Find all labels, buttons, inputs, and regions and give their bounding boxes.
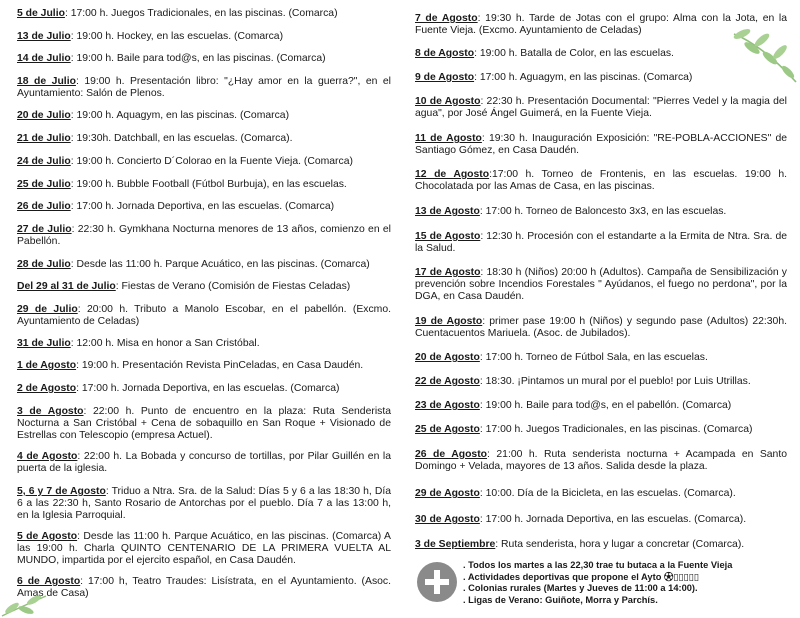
event-item: 3 de Agosto: 22:00 h. Punto de encuentro en la plaza: Ruta Senderista Nocturna a San Cristóbal + Cena de sobaquillo en San Roque + Visionado de Estrellas con Telescopio (empresa Actuel). [17,406,391,441]
event-item: 22 de Agosto: 18:30. ¡Pintamos un mural por el pueblo! por Luis Utrillas. [415,376,751,387]
event-item: 1 de Agosto: 19:00 h. Presentación Revista PinCeladas, en Casa Daudén. [17,360,364,371]
event-item: 21 de Julio: 19:30h. Datchball, en las escuelas. (Comarca). [17,133,293,144]
event-item: 4 de Agosto: 22:00 h. La Bobada y concurso de tortillas, por Pilar Guillén en la puerta de la iglesia. [17,451,391,474]
event-item: 28 de Julio: Desde las 11:00 h. Parque Acuático, en las piscinas. (Comarca) [17,259,370,270]
event-item: 29 de Agosto: 10:00. Día de la Bicicleta, en las escuelas. (Comarca). [415,488,736,499]
event-item: 3 de Septiembre: Ruta senderista, hora y lugar a concretar (Comarca). [415,539,745,550]
event-item: 31 de Julio: 12:00 h. Misa en honor a San Cristóbal. [17,338,260,349]
event-item: 14 de Julio: 19:00 h. Baile para tod@s, en las piscinas. (Comarca) [17,53,326,64]
event-item: 26 de Agosto: 21:00 h. Ruta senderista nocturna + Acampada en Santo Domingo + Velada, mayores de 13 años. Salida desde la plaza. [415,449,788,472]
event-item: 5 de Agosto: Desde las 11:00 h. Parque Acuático, en las piscinas. (Comarca) A las 19:00 h. Charla QUINTO CENTENARIO DE LA PRIMERA VUELTA AL MUNDO, impartida por el ejercito español, en Casa Daudén. [17,531,391,566]
note-item: . Todos los martes a las 22,30 trae tu butaca a la Fuente Vieja [463,560,733,570]
note-item: . Ligas de Verano: Guiñote, Morra y Parchís. [463,594,658,605]
event-item: 10 de Agosto: 22:30 h. Presentación Documental: "Pierres Vedel y la magia del agua", por José Ángel Guimerá, en la Fuente Vieja. [415,96,787,119]
event-item: 24 de Julio: 19:00 h. Concierto D´Colorao en la Fuente Vieja. (Comarca) [17,156,353,167]
event-item: Del 29 al 31 de Julio: Fiestas de Verano (Comisión de Fiestas Celadas) [17,281,351,292]
event-item: 17 de Agosto: 18:30 h (Niños) 20:00 h (Adultos). Campaña de Sensibilización y prevención sobre Incendios Forestales " Ayúdanos, el fuego no perdona", por la DGA, en Casa Daudén. [415,267,787,302]
event-item: 29 de Julio: 20:00 h. Tributo a Manolo Escobar, en el pabellón. (Excmo. Ayuntamiento de Celadas) [17,304,391,327]
event-item: 7 de Agosto: 19:30 h. Tarde de Jotas con el grupo: Alma con la Jota, en la Fuente Vieja. (Excmo. Ayuntamiento de Celadas) [415,13,787,36]
event-item: 15 de Agosto: 12:30 h. Procesión con el estandarte a la Ermita de Ntra. Sra. de la Salud. [415,231,788,254]
extra-activities-notes [463,560,793,606]
plus-circle-icon [417,562,457,602]
event-item: 11 de Agosto: 19:30 h. Inauguración Exposición: "RE-POBLA-ACCIONES" de Santiago Gómez, en Casa Daudén. [415,133,788,156]
note-item: . Colonias rurales (Martes y Jueves de 11:00 a 14:00). [463,583,698,594]
event-item: 5 de Julio: 17:00 h. Juegos Tradicionales, en las piscinas. (Comarca) [17,8,338,19]
event-item: 26 de Julio: 17:00 h. Jornada Deportiva, en las escuelas. (Comarca) [17,201,335,212]
event-item: 12 de Agosto:17:00 h. Torneo de Frontenis, en las escuelas. 19:00 h. Chocolatada por las Amas de Casa, en las piscinas. [415,169,788,192]
event-item: 23 de Agosto: 19:00 h. Baile para tod@s, en el pabellón. (Comarca) [415,400,732,411]
event-item: 18 de Julio: 19:00 h. Presentación libro: "¿Hay amor en la guerra?", en el Ayuntamiento: Salón de Plenos. [17,76,391,99]
event-item: 25 de Agosto: 17:00 h. Juegos Tradicionales, en las piscinas. (Comarca) [415,424,753,435]
event-item: 30 de Agosto: 17:00 h. Jornada Deportiva, en las escuelas. (Comarca). [415,514,747,525]
event-item: 13 de Julio: 19:00 h. Hockey, en las escuelas. (Comarca) [17,31,284,42]
event-item: 5, 6 y 7 de Agosto: Triduo a Ntra. Sra. de la Salud: Días 5 y 6 a las 18:30 h, Día 6 a las 22:30 h, Santo Rosario de Antorchas por el pueblo. Día 7 a las 13:00 h, en la Iglesia Parroquial. [17,486,391,521]
note-item: . Actividades deportivas que propone el Ayto ⚽︎▯▯▯▯▯ [463,571,699,582]
event-item: 27 de Julio: 22:30 h. Gymkhana Nocturna menores de 13 años, comienzo en el Pabellón. [17,224,391,247]
event-item: 9 de Agosto: 17:00 h. Aguagym, en las piscinas. (Comarca) [415,72,693,83]
event-item: 25 de Julio: 19:00 h. Bubble Football (Fútbol Burbuja), en las escuelas. [17,179,347,190]
event-item: 13 de Agosto: 17:00 h. Torneo de Baloncesto 3x3, en las escuelas. [415,206,727,217]
event-item: 19 de Agosto: primer pase 19:00 h (Niños) y segundo pase (Adultos) 22:30h. Cuentacuentos Mariuela. (Asoc. de Jubilados). [415,316,787,339]
event-item: 20 de Julio: 19:00 h. Aquagym, en las piscinas. (Comarca) [17,110,290,121]
event-item: 8 de Agosto: 19:00 h. Batalla de Color, en las escuelas. [415,48,674,59]
event-item: 20 de Agosto: 17:00 h. Torneo de Fútbol Sala, en las escuelas. [415,352,708,363]
event-item: 6 de Agosto: 17:00 h, Teatro Traudes: Lisístrata, en el Ayuntamiento. (Asoc. Amas de Casa) [17,576,392,599]
leaf-branch-icon [730,24,800,88]
event-item: 2 de Agosto: 17:00 h. Jornada Deportiva, en las escuelas. (Comarca) [17,383,340,394]
leaf-branch-icon [0,594,48,618]
